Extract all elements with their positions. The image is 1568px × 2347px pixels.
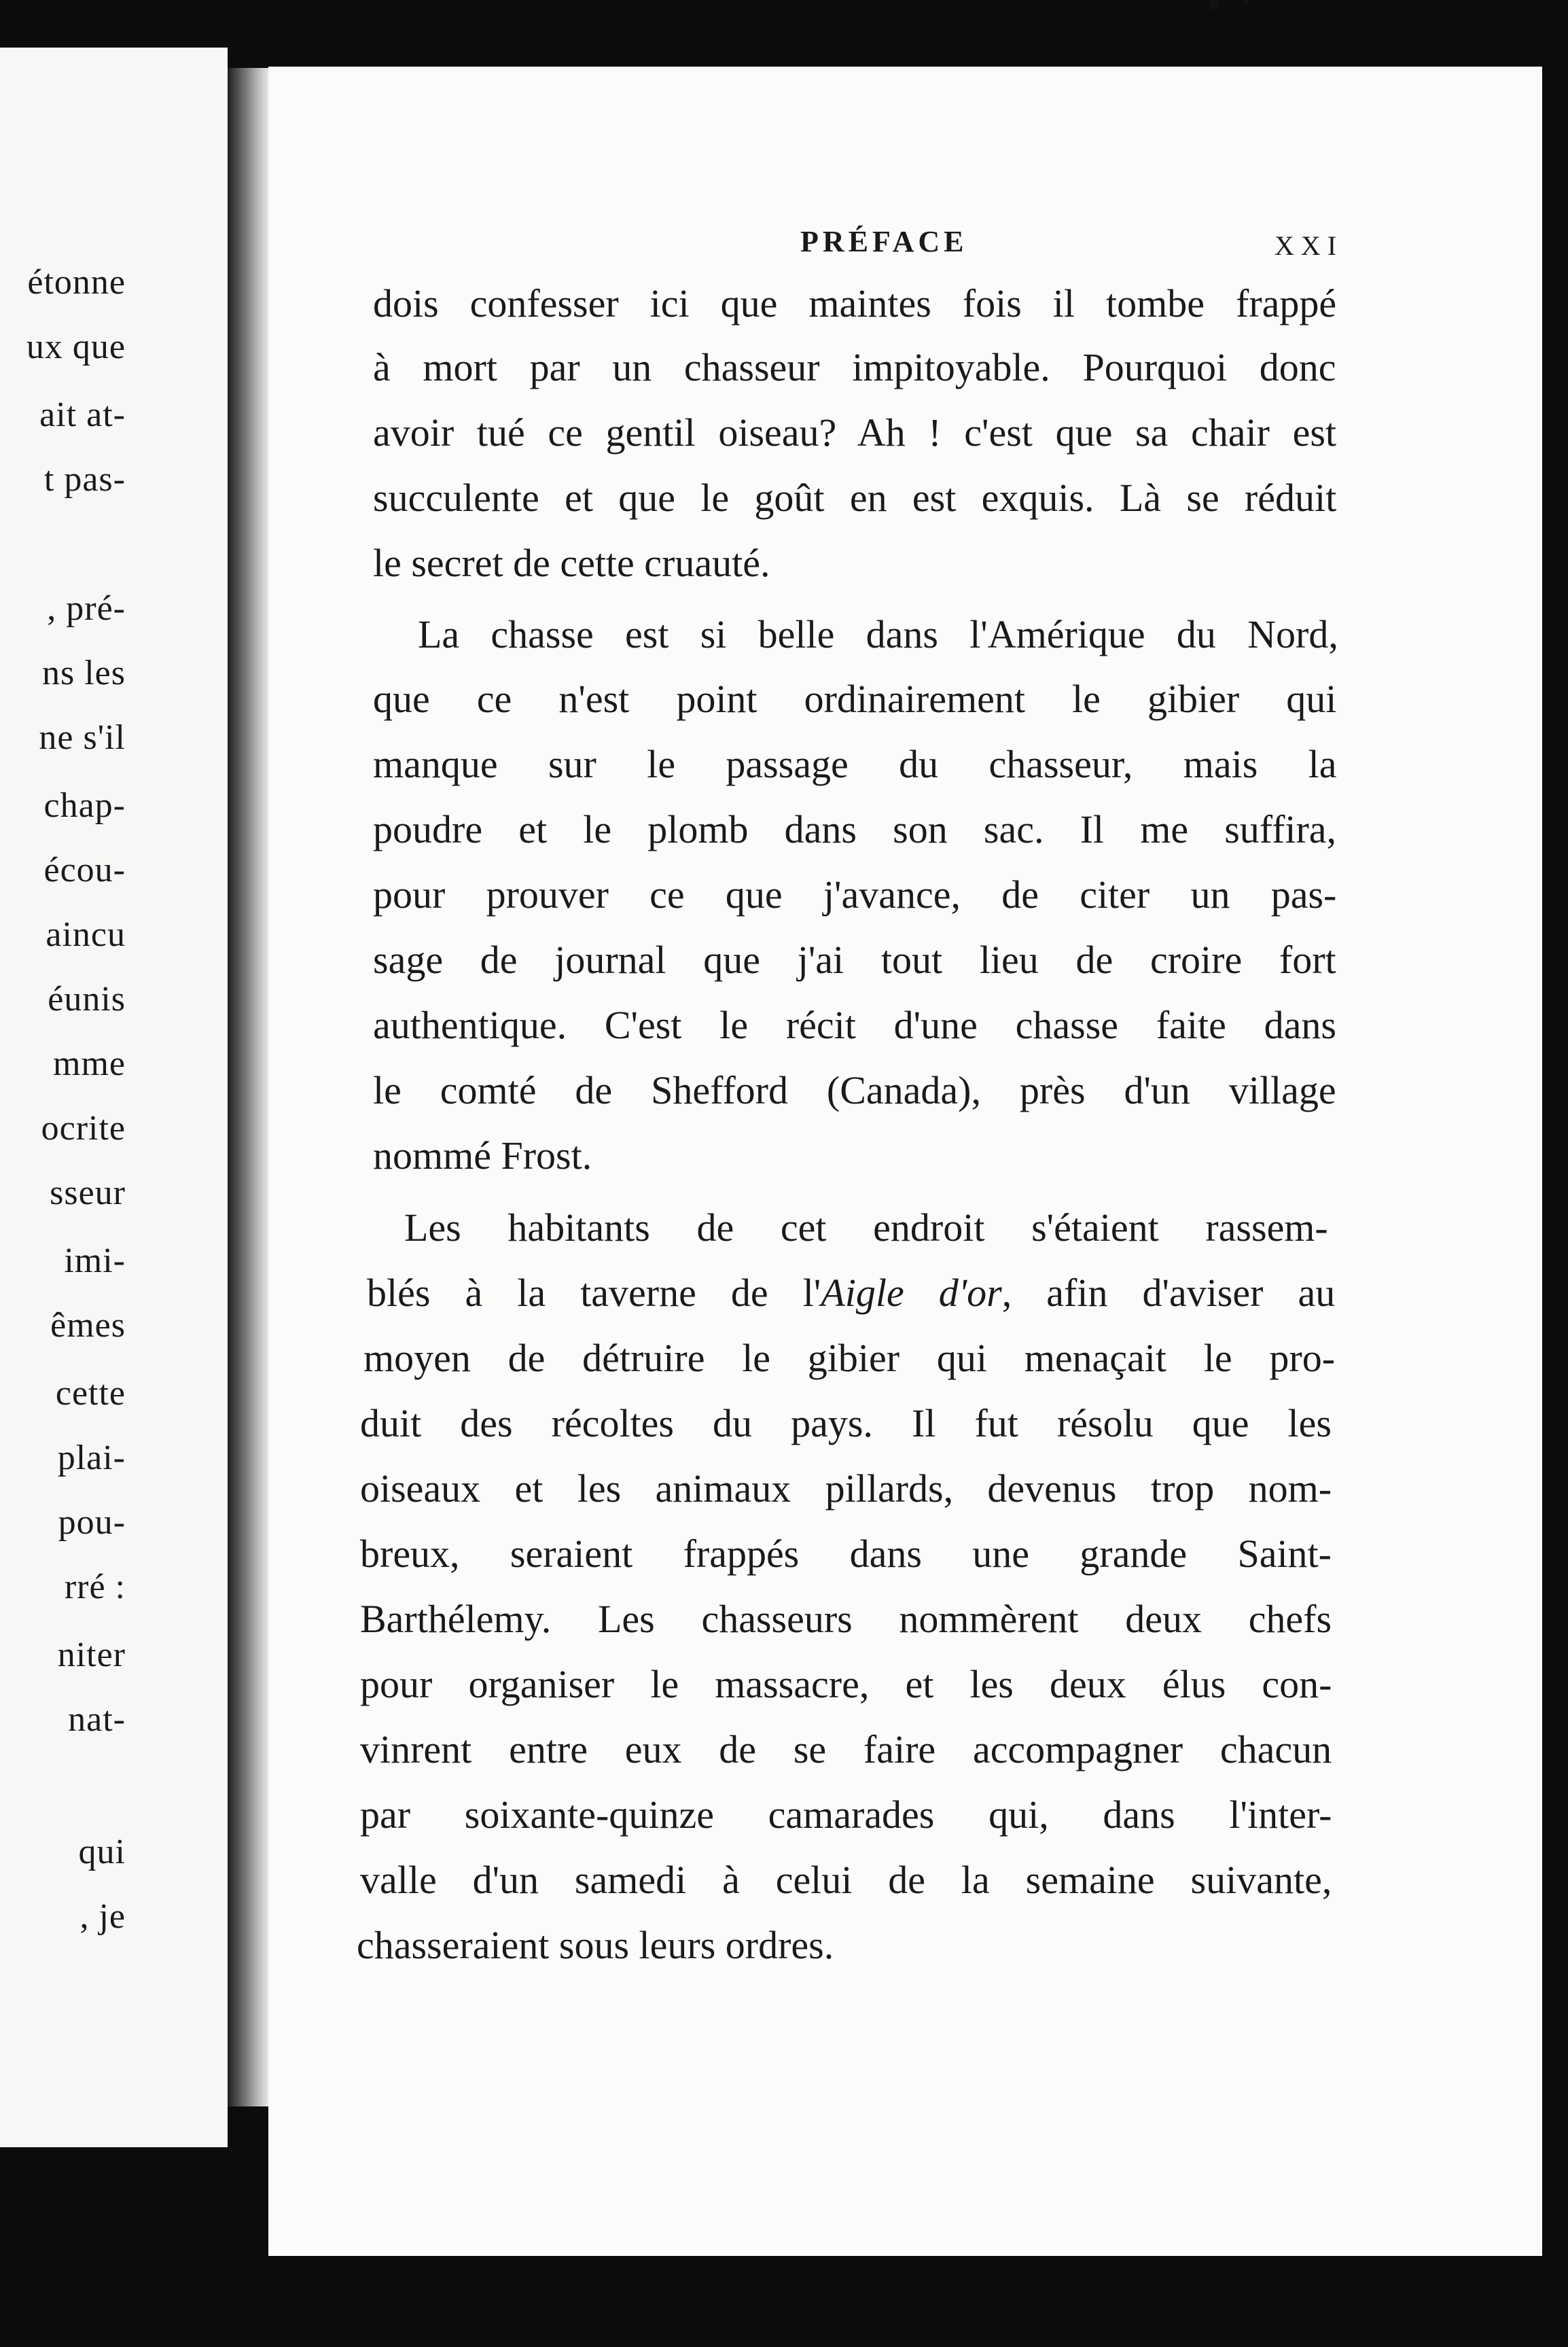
left-page-line: , je bbox=[79, 1897, 126, 1936]
left-page-line: éunis bbox=[48, 980, 126, 1019]
text-line: le secret de cette cruauté. bbox=[373, 541, 770, 585]
text-line: succulente et que le goût en est exquis. Là se réduit bbox=[373, 476, 1337, 520]
text-line: le comté de Shefford (Canada), près d'un village bbox=[373, 1068, 1336, 1112]
left-page-line: écou- bbox=[43, 851, 126, 889]
left-page-line: chap- bbox=[43, 786, 126, 825]
corner-mark bbox=[1209, 0, 1219, 10]
text-line: que ce n'est point ordinairement le gibier qui bbox=[373, 677, 1337, 721]
text-line: par soixante-quinze camarades qui, dans l'inter- bbox=[360, 1793, 1332, 1837]
text-line: dois confesser ici que maintes fois il tombe frappé bbox=[373, 281, 1337, 325]
text-line: à mort par un chasseur impitoyable. Pourquoi donc bbox=[373, 345, 1336, 389]
left-page-line: ne s'il bbox=[39, 718, 126, 757]
left-page-line: qui bbox=[78, 1833, 126, 1871]
left-page-line: ns les bbox=[42, 654, 126, 692]
page-number: XXI bbox=[1275, 230, 1344, 261]
corner-mark bbox=[1243, 0, 1249, 5]
left-page-line: mme bbox=[53, 1044, 126, 1083]
left-page-line: nat- bbox=[68, 1700, 126, 1739]
left-page-line: pou- bbox=[58, 1503, 126, 1542]
text-line: moyen de détruire le gibier qui menaçait le pro- bbox=[363, 1336, 1336, 1380]
text-line: avoir tué ce gentil oiseau? Ah ! c'est que sa chair est bbox=[373, 410, 1337, 455]
text-line: pour prouver ce que j'avance, de citer un pas- bbox=[373, 872, 1337, 917]
left-page-line: imi- bbox=[64, 1241, 126, 1280]
running-header: PRÉFACE bbox=[800, 225, 968, 258]
left-page-line: ocrite bbox=[41, 1109, 126, 1148]
left-page-line: êmes bbox=[50, 1306, 126, 1345]
book-gutter bbox=[228, 68, 268, 2106]
text-line: duit des récoltes du pays. Il fut résolu que les bbox=[360, 1401, 1332, 1445]
text-line: Les habitants de cet endroit s'étaient rassem- bbox=[404, 1205, 1328, 1250]
left-page-fragment bbox=[0, 48, 228, 2147]
text-line: valle d'un samedi à celui de la semaine suivante, bbox=[360, 1858, 1332, 1902]
left-page-line: sseur bbox=[50, 1174, 126, 1212]
left-page-line: t pas- bbox=[43, 460, 126, 499]
text-line: manque sur le passage du chasseur, mais la bbox=[373, 742, 1337, 786]
left-page-line: aincu bbox=[46, 915, 126, 954]
left-page-line: ux que bbox=[26, 328, 126, 366]
left-page-line: plai- bbox=[57, 1439, 126, 1477]
text-line: chasseraient sous leurs ordres. bbox=[357, 1923, 834, 1967]
text-line: La chasse est si belle dans l'Amérique du Nord, bbox=[418, 612, 1338, 656]
left-page-line: niter bbox=[57, 1636, 126, 1674]
text-line: sage de journal que j'ai tout lieu de croire fort bbox=[373, 938, 1336, 982]
italic-name: Aigle d'or bbox=[821, 1271, 1002, 1315]
text-line: nommé Frost. bbox=[373, 1133, 592, 1178]
text-line: oiseaux et les animaux pillards, devenus trop nom- bbox=[360, 1466, 1332, 1511]
text-line: pour organiser le massacre, et les deux élus con- bbox=[360, 1662, 1332, 1706]
text-line: Barthélemy. Les chasseurs nommèrent deux chefs bbox=[360, 1597, 1332, 1641]
text-line: blés à la taverne de l'Aigle d'or, afin d'aviser au bbox=[367, 1271, 1336, 1315]
left-page-line: ait at- bbox=[39, 395, 126, 434]
left-page-line: , pré- bbox=[47, 589, 126, 628]
text-line: poudre et le plomb dans son sac. Il me suffira, bbox=[373, 807, 1337, 851]
left-page-line: étonne bbox=[27, 263, 126, 302]
text-line: breux, seraient frappés dans une grande Saint- bbox=[360, 1532, 1332, 1576]
left-page-line: cette bbox=[55, 1374, 126, 1413]
left-page-line: rré : bbox=[64, 1568, 126, 1606]
text-line: authentique. C'est le récit d'une chasse faite dans bbox=[373, 1003, 1336, 1047]
text-line: vinrent entre eux de se faire accompagner chacun bbox=[360, 1727, 1332, 1771]
